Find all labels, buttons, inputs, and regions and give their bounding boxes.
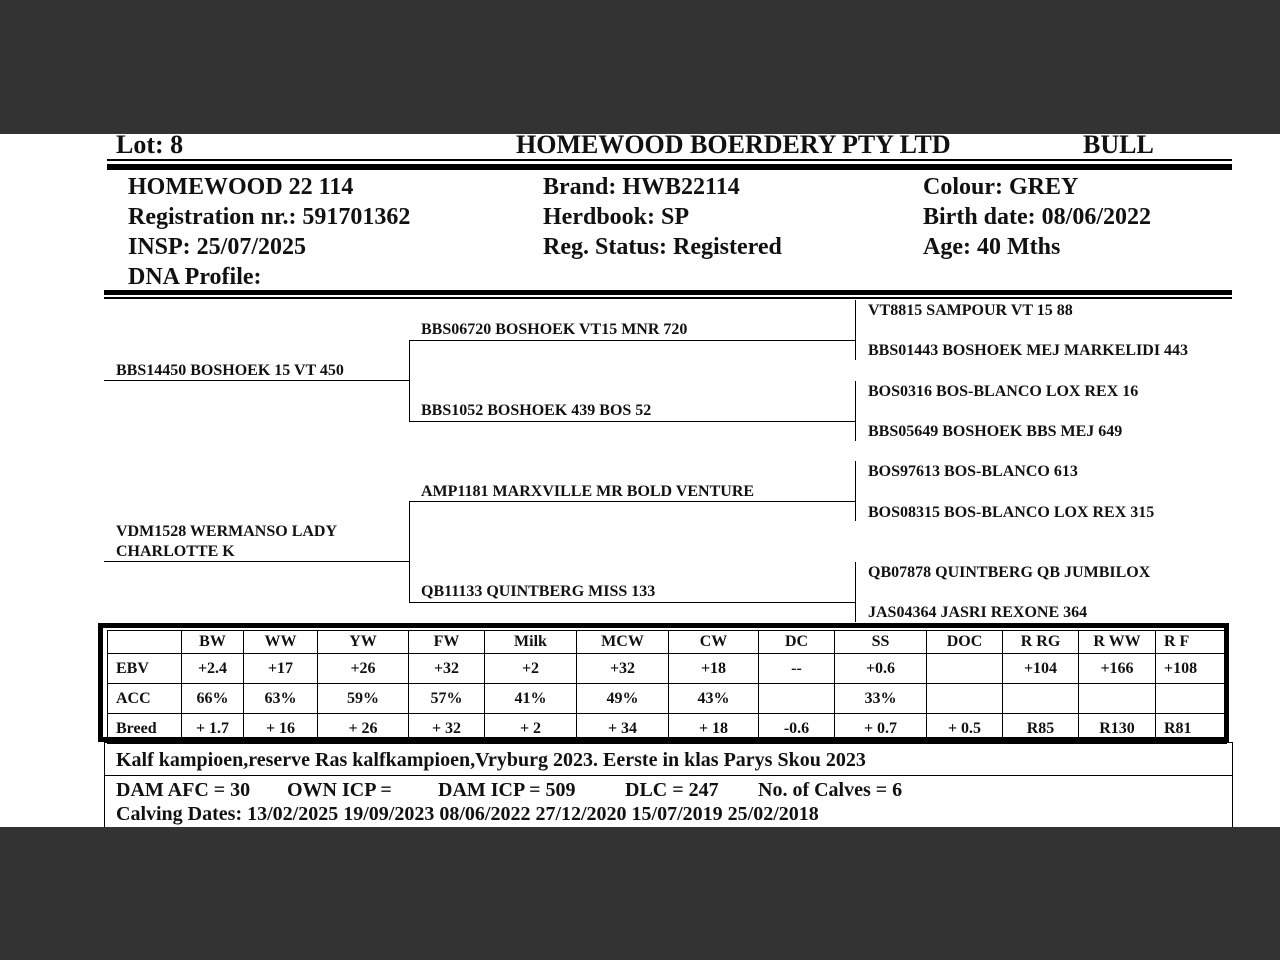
ebv-cell: +18 <box>669 654 759 684</box>
breed-cell: + 32 <box>409 714 485 744</box>
ebv-header-cell: FW <box>409 631 485 654</box>
ebv-header-cell: SS <box>835 631 927 654</box>
lot-number: Lot: 8 <box>116 134 184 159</box>
details-thick-rule <box>104 290 1232 295</box>
show-results-note: Kalf kampioen,reserve Ras kalfkampioen,Vryburg 2023. Eerste in klas Parys Skou 2023 <box>116 749 866 771</box>
acc-cell: 49% <box>577 684 669 714</box>
details-thin-rule <box>104 297 1232 299</box>
acc-row-label: ACC <box>108 684 182 714</box>
pedigree-dam-dam: QB11133 QUINTBERG MISS 133 <box>421 583 656 600</box>
ebv-cell: +2.4 <box>182 654 244 684</box>
acc-cell: 59% <box>318 684 409 714</box>
inspection-date: INSP: 25/07/2025 <box>128 234 307 260</box>
pedigree-bracket <box>855 300 856 360</box>
header-thin-rule <box>107 159 1232 161</box>
acc-cell <box>1079 684 1156 714</box>
pedigree-dam-sire: AMP1181 MARXVILLE MR BOLD VENTURE <box>421 483 755 500</box>
ebv-header-cell: YW <box>318 631 409 654</box>
ebv-header-cell: MCW <box>577 631 669 654</box>
ebv-header-cell: DOC <box>927 631 1003 654</box>
pedigree-bracket <box>855 562 856 622</box>
acc-cell: 66% <box>182 684 244 714</box>
acc-cell: 57% <box>409 684 485 714</box>
pedigree-dam-line1: VDM1528 WERMANSO LADY <box>116 523 338 540</box>
pedigree-bracket <box>855 461 856 521</box>
pedigree-gg: JAS04364 JASRI REXONE 364 <box>868 604 1088 621</box>
pedigree-line <box>104 561 409 562</box>
breed-row <box>108 714 1227 744</box>
registration-number: Registration nr.: 591701362 <box>128 204 411 230</box>
acc-cell: 33% <box>835 684 927 714</box>
ebv-table <box>107 630 1227 744</box>
ebv-cell <box>927 654 1003 684</box>
pedigree-gg: BBS01443 BOSHOEK MEJ MARKELIDI 443 <box>868 342 1189 359</box>
acc-cell: 63% <box>244 684 318 714</box>
pedigree-line <box>104 380 409 381</box>
acc-cell: 41% <box>485 684 577 714</box>
ebv-row <box>108 654 1227 684</box>
sex-label: BULL <box>1083 134 1154 159</box>
ebv-header-cell: Milk <box>485 631 577 654</box>
pedigree-gg: BOS08315 BOS-BLANCO LOX REX 315 <box>868 504 1155 521</box>
ebv-cell: +32 <box>577 654 669 684</box>
acc-cell <box>759 684 835 714</box>
pedigree-sire: BBS14450 BOSHOEK 15 VT 450 <box>116 362 344 379</box>
ebv-header-cell <box>108 631 182 654</box>
header-thick-rule <box>107 164 1232 170</box>
breed-cell: R81 <box>1156 714 1227 744</box>
pedigree-gg: BOS0316 BOS-BLANCO LOX REX 16 <box>868 383 1139 400</box>
dam-afc: DAM AFC = 30 <box>116 779 251 801</box>
breed-cell: + 1.7 <box>182 714 244 744</box>
pedigree-bracket <box>409 501 410 602</box>
breed-cell: R85 <box>1003 714 1079 744</box>
pedigree-sire-sire: BBS06720 BOSHOEK VT15 MNR 720 <box>421 321 688 338</box>
ebv-cell: +104 <box>1003 654 1079 684</box>
ebv-cell: -- <box>759 654 835 684</box>
birth-date: Birth date: 08/06/2022 <box>923 204 1151 230</box>
ebv-cell: +0.6 <box>835 654 927 684</box>
ebv-header-cell: WW <box>244 631 318 654</box>
acc-cell <box>1156 684 1227 714</box>
pedigree-sire-dam: BBS1052 BOSHOEK 439 BOS 52 <box>421 402 652 419</box>
breed-cell: + 26 <box>318 714 409 744</box>
notes-divider <box>104 775 1233 776</box>
breed-cell: -0.6 <box>759 714 835 744</box>
lot-catalogue-page <box>0 134 1280 827</box>
pedigree-line <box>409 340 855 341</box>
breed-cell: + 16 <box>244 714 318 744</box>
number-of-calves: No. of Calves = 6 <box>758 779 903 801</box>
breed-cell: + 0.7 <box>835 714 927 744</box>
colour: Colour: GREY <box>923 174 1079 200</box>
acc-cell <box>927 684 1003 714</box>
breed-row-label: Breed <box>108 714 182 744</box>
ebv-cell: +32 <box>409 654 485 684</box>
breed-cell: + 18 <box>669 714 759 744</box>
pedigree-line <box>409 421 855 422</box>
pedigree-line <box>409 602 855 603</box>
pedigree-gg: QB07878 QUINTBERG QB JUMBILOX <box>868 564 1151 581</box>
breeder-name: HOMEWOOD BOERDERY PTY LTD <box>516 134 951 159</box>
breed-cell: + 34 <box>577 714 669 744</box>
pedigree-gg: VT8815 SAMPOUR VT 15 88 <box>868 302 1073 319</box>
ebv-header-cell: BW <box>182 631 244 654</box>
pedigree-bracket <box>855 381 856 441</box>
ebv-cell: +108 <box>1156 654 1227 684</box>
calving-dates: Calving Dates: 13/02/2025 19/09/2023 08/06/2022 27/12/2020 15/07/2019 25/02/2018 <box>116 803 819 825</box>
ebv-header-cell: DC <box>759 631 835 654</box>
ebv-header-row <box>108 631 1227 654</box>
ebv-row-label: EBV <box>108 654 182 684</box>
ebv-cell: +26 <box>318 654 409 684</box>
acc-cell: 43% <box>669 684 759 714</box>
pedigree-line <box>409 501 855 502</box>
pedigree-bracket <box>409 340 410 421</box>
ebv-header-cell: CW <box>669 631 759 654</box>
pedigree-gg: BBS05649 BOSHOEK BBS MEJ 649 <box>868 423 1123 440</box>
ebv-cell: +2 <box>485 654 577 684</box>
breed-cell: R130 <box>1079 714 1156 744</box>
animal-name: HOMEWOOD 22 114 <box>128 174 354 200</box>
ebv-cell: +166 <box>1079 654 1156 684</box>
acc-row <box>108 684 1227 714</box>
dam-icp: DAM ICP = 509 <box>438 779 576 801</box>
age: Age: 40 Mths <box>923 234 1061 260</box>
pedigree-gg: BOS97613 BOS-BLANCO 613 <box>868 463 1078 480</box>
brand: Brand: HWB22114 <box>543 174 740 200</box>
ebv-header-cell: R F <box>1156 631 1227 654</box>
own-icp: OWN ICP = <box>287 779 392 801</box>
dlc: DLC = 247 <box>625 779 719 801</box>
breed-cell: + 2 <box>485 714 577 744</box>
herdbook: Herdbook: SP <box>543 204 690 230</box>
registration-status: Reg. Status: Registered <box>543 234 782 260</box>
breed-cell: + 0.5 <box>927 714 1003 744</box>
ebv-header-cell: R WW <box>1079 631 1156 654</box>
ebv-header-cell: R RG <box>1003 631 1079 654</box>
dna-profile: DNA Profile: <box>128 264 262 290</box>
ebv-cell: +17 <box>244 654 318 684</box>
acc-cell <box>1003 684 1079 714</box>
pedigree-dam-line2: CHARLOTTE K <box>116 543 235 560</box>
